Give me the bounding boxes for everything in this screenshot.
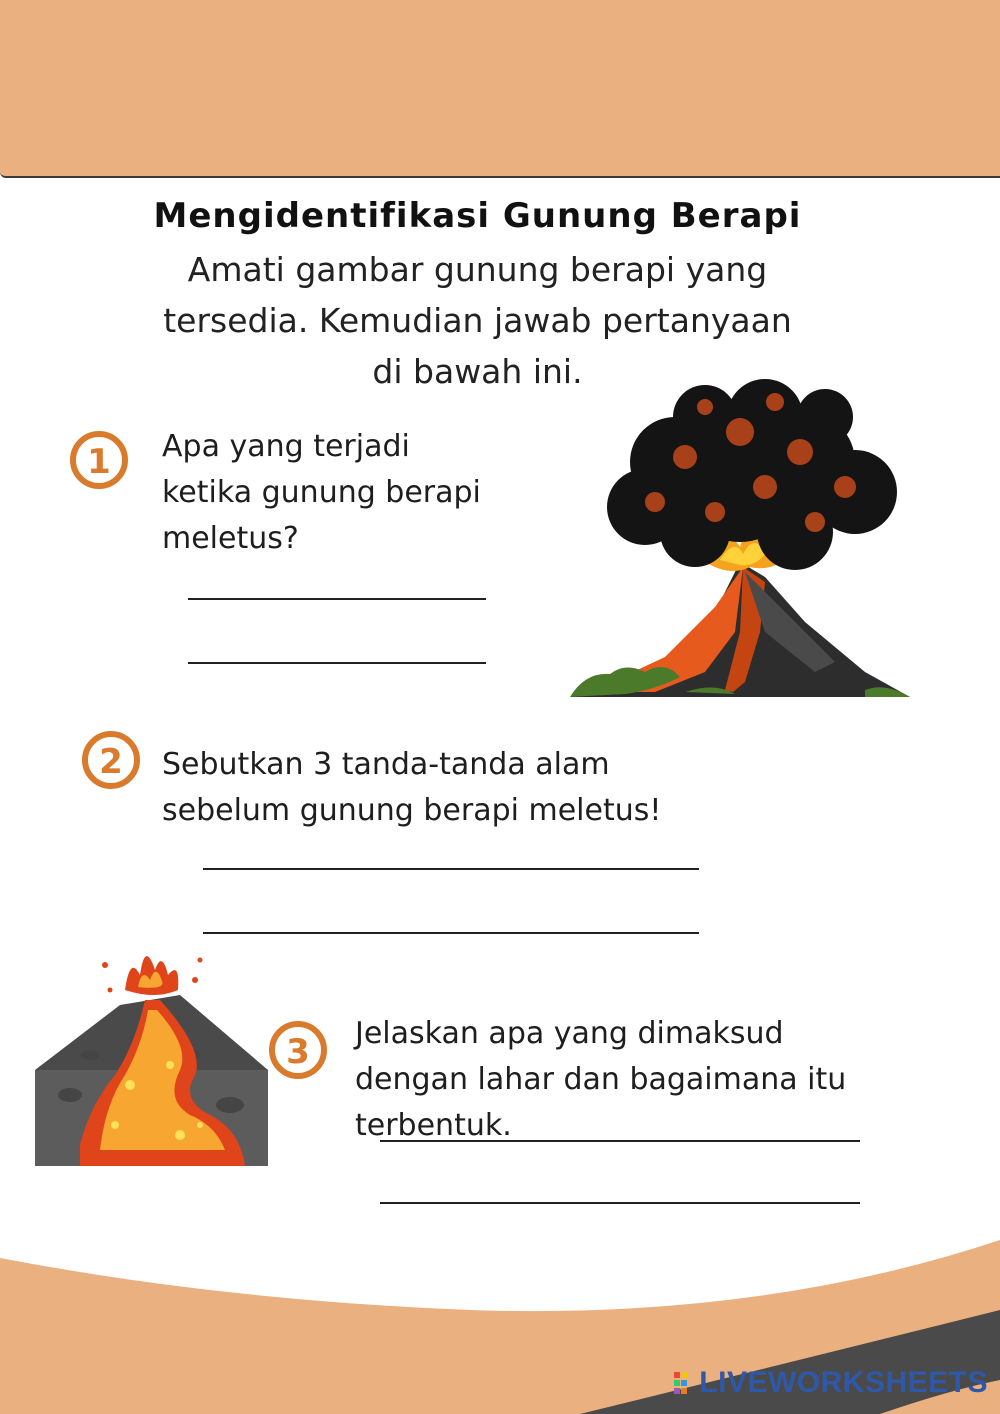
number-1-label: 1 [87, 442, 111, 482]
question-2-text: Sebutkan 3 tanda-tanda alam sebelum gunung berapi meletus! [162, 747, 662, 828]
volcano-cross-section-illustration [30, 935, 275, 1170]
answer-line-1a[interactable] [188, 598, 486, 600]
watermark-text: LIVEWORKSHEETS [699, 1366, 988, 1399]
question-1-text: Apa yang terjadi ketika gunung berapi meletus? [162, 429, 481, 556]
number-2-label: 2 [99, 742, 123, 782]
page-title: Mengidentifikasi Gunung Berapi [153, 196, 802, 236]
answer-line-2b[interactable] [203, 932, 699, 934]
header-band [0, 0, 1000, 178]
answer-line-3b[interactable] [380, 1202, 860, 1204]
answer-line-1b[interactable] [188, 662, 486, 664]
answer-line-2a[interactable] [203, 868, 699, 870]
erupting-volcano-illustration [565, 372, 915, 702]
liveworksheets-logo-icon [673, 1370, 695, 1396]
number-1-icon [64, 424, 134, 494]
instructions: Amati gambar gunung berapi yang tersedia. Kemudian jawab pertanyaan di bawah ini. [163, 250, 792, 391]
question-3-text: Jelaskan apa yang dimaksud dengan lahar dan bagaimana itu terbentuk. [355, 1016, 847, 1143]
liveworksheets-watermark [673, 1366, 988, 1400]
number-2-icon [76, 724, 146, 794]
answer-line-3a[interactable] [380, 1140, 860, 1142]
number-3-label: 3 [286, 1032, 310, 1072]
number-3-icon [263, 1014, 333, 1084]
